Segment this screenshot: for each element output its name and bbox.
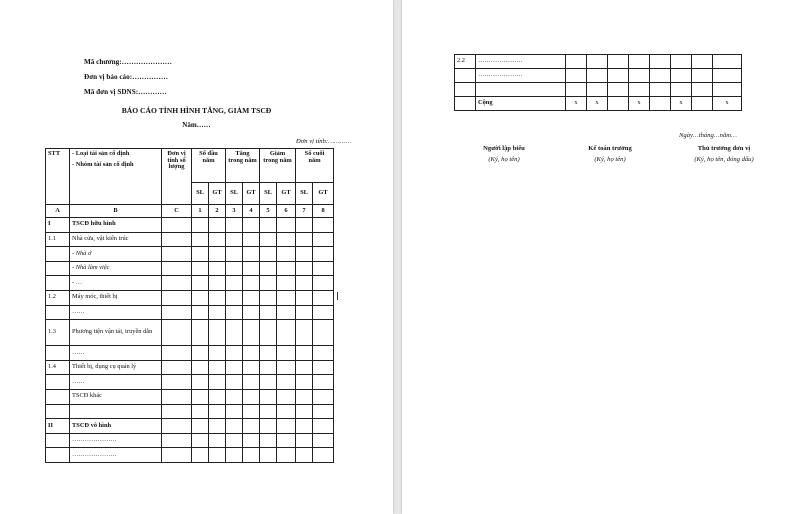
value-cell [243, 360, 260, 375]
column-code-cell: 8 [313, 205, 334, 218]
value-cell [162, 433, 192, 448]
value-cell [313, 261, 334, 276]
value-cell [277, 433, 296, 448]
value-cell [243, 419, 260, 434]
table-row [455, 83, 742, 97]
value-cell [277, 247, 296, 262]
value-cell [296, 305, 313, 320]
value-cell [713, 83, 742, 97]
row-stt [46, 276, 70, 291]
column-code-cell: 6 [277, 205, 296, 218]
value-cell [650, 69, 671, 83]
reporting-unit: Đơn vị báo cáo:…………… [84, 73, 169, 81]
value-cell [260, 419, 277, 434]
value-cell [209, 290, 226, 305]
table-row [46, 360, 334, 375]
value-cell [192, 261, 209, 276]
value-cell [243, 290, 260, 305]
value-cell [313, 419, 334, 434]
value-cell [226, 375, 243, 390]
report-year: Năm…… [182, 121, 211, 129]
value-cell [277, 360, 296, 375]
value-cell [192, 232, 209, 247]
row-stt: 1.2 [46, 290, 70, 305]
value-cell [260, 360, 277, 375]
column-code-cell: 1 [192, 205, 209, 218]
value-cell [260, 320, 277, 346]
value-cell [192, 276, 209, 291]
value-cell [209, 360, 226, 375]
row-name: ………………… [476, 69, 566, 83]
value-cell [209, 419, 226, 434]
row-stt [455, 97, 476, 111]
header-closing: Số cuối năm [296, 149, 334, 183]
sdns-code: Mã đơn vị SDNS:………… [84, 88, 167, 96]
value-cell [671, 69, 692, 83]
row-name [70, 404, 162, 419]
value-cell [192, 290, 209, 305]
column-code-cell: 7 [296, 205, 313, 218]
value-cell [313, 232, 334, 247]
signature-note: (Ký, họ tên) [594, 156, 626, 163]
value-cell [260, 247, 277, 262]
value-cell [162, 320, 192, 346]
value-cell [243, 433, 260, 448]
value-cell [608, 83, 629, 97]
row-stt: II [46, 419, 70, 434]
value-cell [243, 389, 260, 404]
value-cell [209, 375, 226, 390]
value-cell [296, 433, 313, 448]
value-cell [692, 97, 713, 111]
row-name: ………………… [70, 433, 162, 448]
value-cell: x [566, 97, 587, 111]
value-cell [296, 389, 313, 404]
row-stt: 1.1 [46, 232, 70, 247]
signature-head-of-unit [662, 145, 786, 163]
column-code-cell: 3 [226, 205, 243, 218]
value-cell [192, 433, 209, 448]
row-stt: I [46, 218, 70, 233]
table-row [46, 404, 334, 419]
value-cell [226, 218, 243, 233]
signature-note: (Ký, họ tên, đóng dấu) [694, 156, 754, 163]
header-gt: GT [209, 183, 226, 205]
value-cell [192, 218, 209, 233]
value-cell [566, 55, 587, 69]
signature-chief-accountant [560, 145, 660, 163]
value-cell [226, 419, 243, 434]
value-cell [226, 346, 243, 361]
document-page-2 [402, 0, 800, 514]
value-cell [226, 448, 243, 463]
value-cell [260, 404, 277, 419]
value-cell [313, 290, 334, 305]
value-cell [243, 404, 260, 419]
value-cell [713, 55, 742, 69]
row-stt: 1.3 [46, 320, 70, 346]
table-row [46, 433, 334, 448]
value-cell [692, 69, 713, 83]
date-line: Ngày…tháng…năm… [679, 132, 737, 139]
header-sl: SL [260, 183, 277, 205]
value-cell [209, 247, 226, 262]
value-cell [296, 404, 313, 419]
signature-title: Thủ trưởng đơn vị [697, 145, 751, 152]
value-cell [566, 69, 587, 83]
row-stt [46, 375, 70, 390]
table-row [46, 389, 334, 404]
value-cell [260, 389, 277, 404]
value-cell [608, 55, 629, 69]
value-cell [608, 69, 629, 83]
value-cell [313, 276, 334, 291]
value-cell [260, 433, 277, 448]
signature-title: Kế toán trưởng [588, 145, 632, 152]
row-name: - Nhà ở [70, 247, 162, 262]
value-cell [277, 346, 296, 361]
value-cell [209, 261, 226, 276]
table-row [46, 305, 334, 320]
column-code-cell: A [46, 205, 70, 218]
header-sl: SL [296, 183, 313, 205]
table-row [46, 276, 334, 291]
value-cell [243, 448, 260, 463]
value-cell [313, 389, 334, 404]
value-cell [162, 389, 192, 404]
row-stt [455, 69, 476, 83]
value-cell [260, 232, 277, 247]
value-cell [629, 69, 650, 83]
value-cell [692, 55, 713, 69]
value-cell [260, 305, 277, 320]
header-decrease: Giảm trong năm [260, 149, 296, 183]
value-cell [296, 419, 313, 434]
value-cell [296, 232, 313, 247]
value-cell [162, 375, 192, 390]
value-cell [226, 261, 243, 276]
value-cell [192, 360, 209, 375]
row-name: Cộng [476, 97, 566, 111]
row-stt [46, 404, 70, 419]
value-cell [313, 375, 334, 390]
row-stt [455, 83, 476, 97]
table-row [46, 218, 334, 233]
row-name: …… [70, 346, 162, 361]
header-asset-type [70, 149, 162, 205]
value-cell [296, 276, 313, 291]
column-code-cell: B [70, 205, 162, 218]
value-cell [587, 83, 608, 97]
row-name: TSCĐ vô hình [70, 419, 162, 434]
table-row [46, 448, 334, 463]
row-name: - Nhà làm việc [70, 261, 162, 276]
value-cell [277, 448, 296, 463]
row-name: - … [70, 276, 162, 291]
value-cell: x [629, 97, 650, 111]
value-cell [209, 232, 226, 247]
value-cell [243, 232, 260, 247]
value-cell [692, 83, 713, 97]
signature-title: Người lập biểu [483, 145, 525, 152]
row-name [476, 83, 566, 97]
value-cell [296, 320, 313, 346]
value-cell [313, 346, 334, 361]
row-name: …… [70, 375, 162, 390]
header-sl: SL [192, 183, 209, 205]
value-cell [192, 375, 209, 390]
value-cell [629, 55, 650, 69]
value-cell [296, 346, 313, 361]
row-stt [46, 433, 70, 448]
header-gt: GT [277, 183, 296, 205]
value-cell [226, 360, 243, 375]
value-cell [260, 290, 277, 305]
column-code-cell: C [162, 205, 192, 218]
table-row [455, 97, 742, 111]
value-cell [226, 247, 243, 262]
value-cell [313, 247, 334, 262]
value-cell [313, 404, 334, 419]
value-cell [243, 261, 260, 276]
document-page-1 [0, 0, 393, 514]
row-stt [46, 261, 70, 276]
value-cell [192, 448, 209, 463]
column-code-cell: 5 [260, 205, 277, 218]
row-name: Phương tiện vận tải, truyền dẫn [70, 320, 162, 346]
table-row [46, 375, 334, 390]
value-cell [671, 83, 692, 97]
row-stt: 2.2 [455, 55, 476, 69]
value-cell [296, 247, 313, 262]
value-cell [296, 375, 313, 390]
row-name: Nhà cửa, vật kiến trúc [70, 232, 162, 247]
value-cell [243, 247, 260, 262]
asset-report-table [45, 148, 334, 463]
table-row [46, 261, 334, 276]
table-row [455, 69, 742, 83]
report-title: BÁO CÁO TÌNH HÌNH TĂNG, GIẢM TSCĐ [121, 106, 272, 115]
text-cursor [337, 292, 338, 300]
column-code-row [46, 205, 334, 218]
chapter-code: Mã chương:………………… [84, 58, 172, 66]
value-cell [243, 346, 260, 361]
value-cell [162, 448, 192, 463]
header-asset-type-line1: - Loại tài sản cố định [72, 150, 130, 157]
row-stt [46, 389, 70, 404]
signature-note: (Ký, họ tên) [488, 156, 520, 163]
row-name: ………………… [70, 448, 162, 463]
row-name: TSCĐ hữu hình [70, 218, 162, 233]
value-cell [226, 404, 243, 419]
value-cell [313, 433, 334, 448]
value-cell [671, 55, 692, 69]
value-cell [209, 404, 226, 419]
value-cell [162, 346, 192, 361]
value-cell [243, 375, 260, 390]
header-stt: STT [46, 149, 70, 205]
asset-report-table-continued [454, 54, 742, 111]
table-row [46, 247, 334, 262]
signature-preparer [454, 145, 554, 163]
table-row [46, 419, 334, 434]
value-cell [313, 360, 334, 375]
value-cell [713, 69, 742, 83]
value-cell [192, 247, 209, 262]
table-row [46, 346, 334, 361]
value-cell [162, 419, 192, 434]
value-cell [313, 448, 334, 463]
value-cell [277, 232, 296, 247]
value-cell [209, 389, 226, 404]
value-cell [260, 448, 277, 463]
value-cell [277, 375, 296, 390]
header-gt: GT [243, 183, 260, 205]
row-stt [46, 448, 70, 463]
value-cell [192, 305, 209, 320]
value-cell [277, 290, 296, 305]
value-cell [243, 320, 260, 346]
value-cell [277, 404, 296, 419]
value-cell [296, 218, 313, 233]
row-stt [46, 305, 70, 320]
header-opening: Số đầu năm [192, 149, 226, 183]
value-cell [162, 290, 192, 305]
value-cell [243, 276, 260, 291]
value-cell [587, 69, 608, 83]
value-cell [209, 433, 226, 448]
value-cell [162, 232, 192, 247]
row-stt [46, 346, 70, 361]
value-cell [226, 276, 243, 291]
value-cell [192, 346, 209, 361]
value-cell [209, 276, 226, 291]
value-cell [296, 360, 313, 375]
value-cell [277, 305, 296, 320]
value-cell [192, 419, 209, 434]
value-cell: x [587, 97, 608, 111]
header-sl: SL [226, 183, 243, 205]
value-cell [277, 320, 296, 346]
value-cell [162, 276, 192, 291]
value-cell [260, 218, 277, 233]
value-cell [629, 83, 650, 97]
value-cell [209, 320, 226, 346]
row-name: ………………… [476, 55, 566, 69]
value-cell [192, 320, 209, 346]
value-cell [192, 389, 209, 404]
value-cell [209, 346, 226, 361]
header-gt: GT [313, 183, 334, 205]
row-name: Thiết bị, dụng cụ quản lý [70, 360, 162, 375]
value-cell: x [671, 97, 692, 111]
table-row [455, 55, 742, 69]
value-cell [650, 83, 671, 97]
value-cell [313, 320, 334, 346]
value-cell [650, 97, 671, 111]
value-cell [226, 290, 243, 305]
value-cell [277, 218, 296, 233]
value-cell [566, 83, 587, 97]
column-code-cell: 2 [209, 205, 226, 218]
value-cell [277, 261, 296, 276]
value-cell [226, 232, 243, 247]
value-cell [296, 261, 313, 276]
table-row [46, 232, 334, 247]
value-cell [296, 290, 313, 305]
value-cell: x [713, 97, 742, 111]
value-cell [243, 218, 260, 233]
header-asset-type-line2: - Nhóm tài sản cố định [72, 160, 134, 168]
value-cell [608, 97, 629, 111]
row-stt: 1.4 [46, 360, 70, 375]
row-name: TSCĐ khác [70, 389, 162, 404]
value-cell [226, 305, 243, 320]
value-cell [243, 305, 260, 320]
value-cell [162, 404, 192, 419]
unit-of-measure-note: Đơn vị tính:………… [296, 138, 352, 145]
value-cell [260, 375, 277, 390]
value-cell [226, 320, 243, 346]
value-cell [260, 346, 277, 361]
value-cell [162, 360, 192, 375]
row-name: Máy móc, thiết bị [70, 290, 162, 305]
value-cell [313, 218, 334, 233]
value-cell [277, 389, 296, 404]
value-cell [162, 218, 192, 233]
table-row [46, 320, 334, 346]
value-cell [209, 448, 226, 463]
row-stt [46, 247, 70, 262]
value-cell [162, 247, 192, 262]
value-cell [192, 404, 209, 419]
value-cell [209, 305, 226, 320]
value-cell [162, 261, 192, 276]
value-cell [277, 276, 296, 291]
row-name: …… [70, 305, 162, 320]
value-cell [209, 218, 226, 233]
value-cell [260, 276, 277, 291]
table-row [46, 290, 334, 305]
header-increase: Tăng trong năm [226, 149, 260, 183]
value-cell [260, 261, 277, 276]
value-cell [226, 433, 243, 448]
value-cell [226, 389, 243, 404]
header-unit: Đơn vị tính số lượng [162, 149, 192, 205]
value-cell [162, 305, 192, 320]
column-code-cell: 4 [243, 205, 260, 218]
value-cell [587, 55, 608, 69]
value-cell [296, 448, 313, 463]
value-cell [650, 55, 671, 69]
value-cell [313, 305, 334, 320]
value-cell [277, 419, 296, 434]
